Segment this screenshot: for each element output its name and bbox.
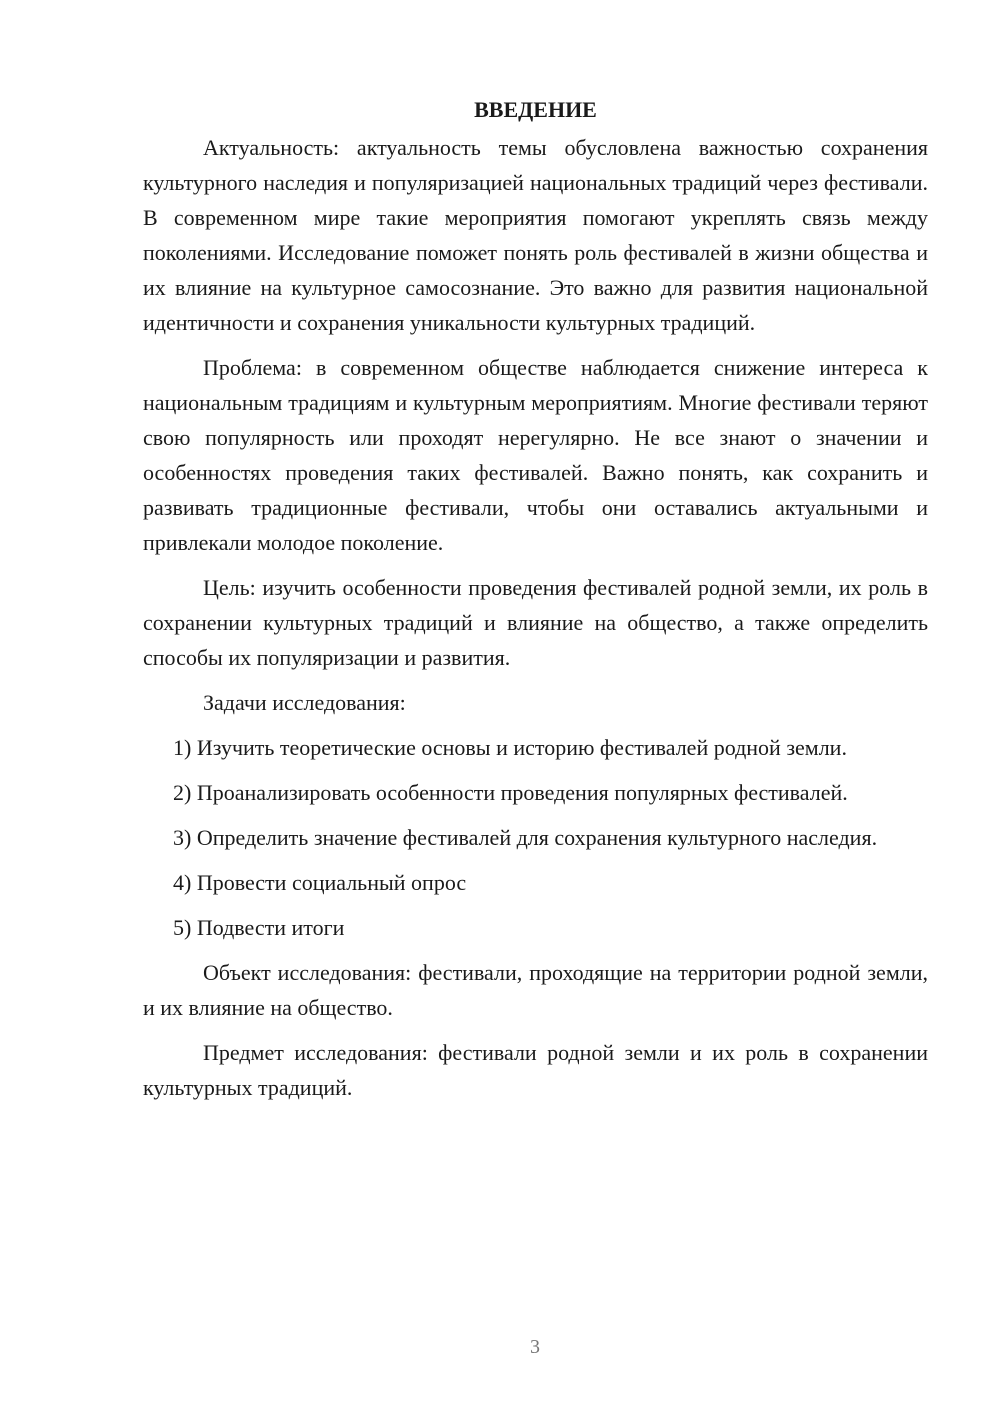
- paragraph-relevance: Актуальность: актуальность темы обусловлена важностью сохранения культурного наследия и популяризацией национальных традиций через фестивали. В современном мире такие мероприятия помогают укреплять связь между поколениями. Исследование поможет понять роль фестивалей в жизни общества и их влияние на культурное самосознание. Это важно для развития национальной идентичности и сохранения уникальности культурных традиций.: [143, 135, 928, 335]
- task-item-5: 5) Подвести итоги: [173, 915, 345, 940]
- page-number: 3: [530, 1336, 540, 1358]
- task-item-1: 1) Изучить теоретические основы и историю фестивалей родной земли.: [173, 735, 847, 760]
- page-title: ВВЕДЕНИЕ: [474, 97, 597, 122]
- paragraph-object: Объект исследования: фестивали, проходящие на территории родной земли, и их влияние на общество.: [143, 960, 928, 1020]
- paragraph-tasks-heading: Задачи исследования:: [203, 690, 406, 715]
- paragraph-problem: Проблема: в современном обществе наблюдается снижение интереса к национальным традициям и культурным мероприятиям. Многие фестивали теряют свою популярность или проходят нерегулярно. Не все знают о значении и особенностях проведения таких фестивалей. Важно понять, как сохранить и развивать традиционные фестивали, чтобы они оставались актуальными и привлекали молодое поколение.: [143, 355, 928, 555]
- task-item-2: 2) Проанализировать особенности проведения популярных фестивалей.: [173, 780, 848, 805]
- paragraph-subject: Предмет исследования: фестивали родной земли и их роль в сохранении культурных традиций.: [143, 1040, 928, 1100]
- task-item-4: 4) Провести социальный опрос: [173, 870, 467, 895]
- page-content: [143, 95, 928, 1115]
- task-item-3: 3) Определить значение фестивалей для сохранения культурного наследия.: [173, 825, 878, 850]
- paragraph-goal: Цель: изучить особенности проведения фестивалей родной земли, их роль в сохранении культурных традиций и влияние на общество, а также определить способы их популяризации и развития.: [143, 575, 928, 670]
